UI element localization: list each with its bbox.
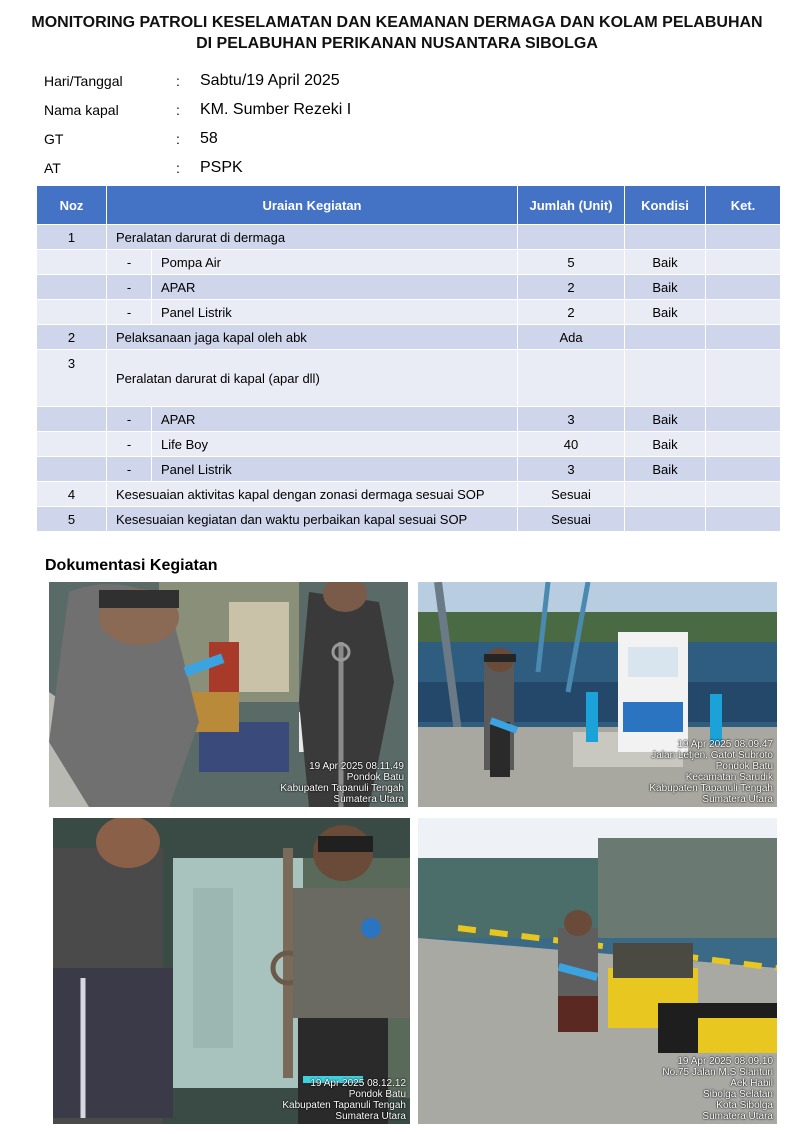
stamp-line: Sumatera Utara [333,794,404,805]
cell-description: Kesesuaian kegiatan dan waktu perbaikan kapal sesuai SOP [107,507,518,532]
stamp-line: Kecamatan Sarudik [685,772,773,783]
cell-dash: - [107,407,152,432]
stamp-line: Pondok Batu [715,761,773,772]
photo-timestamp [280,761,404,805]
cell-item: APAR [152,275,518,300]
table-row [37,407,781,432]
cell-no [37,275,107,300]
stamp-line: 19 Apr 2025 08.12.12 [310,1078,406,1089]
info-label: GT [44,130,64,147]
col-header-condition: Kondisi [625,186,706,225]
cell-quantity [518,350,625,407]
cell-description: Peralatan darurat di kapal (apar dll) [107,350,518,407]
info-row-date [44,66,351,95]
info-value: 58 [200,129,218,147]
cell-notes [706,250,781,275]
info-colon: : [176,159,180,176]
documentation-photo-engine-room [49,582,408,807]
info-row-ship-name [44,95,351,124]
photo-timestamp [649,739,773,805]
stamp-line: Kabupaten Tapanuli Tengah [649,783,773,794]
table-row [37,432,781,457]
cell-no [37,457,107,482]
cell-no [37,250,107,275]
cell-item: APAR [152,407,518,432]
info-label: Nama kapal [44,101,119,118]
cell-quantity: 3 [518,457,625,482]
cell-dash: - [107,432,152,457]
stamp-line: Aek Habil [730,1078,773,1089]
table-row [37,250,781,275]
cell-notes [706,300,781,325]
cell-description: Peralatan darurat di dermaga [107,225,518,250]
info-colon: : [176,101,180,118]
cell-quantity: Sesuai [518,482,625,507]
table-row [37,225,781,250]
col-header-no: Noz [37,186,107,225]
cell-condition: Baik [625,300,706,325]
cell-condition [625,225,706,250]
cell-quantity: 5 [518,250,625,275]
cell-quantity: 40 [518,432,625,457]
stamp-line: Kabupaten Tapanuli Tengah [280,783,404,794]
cell-condition: Baik [625,250,706,275]
info-row-at [44,153,351,182]
stamp-line: 19 Apr 2025 08.11.49 [309,761,404,772]
cell-dash: - [107,457,152,482]
cell-notes [706,225,781,250]
cell-no [37,432,107,457]
cell-condition [625,325,706,350]
stamp-line: Sumatera Utara [702,794,773,805]
cell-quantity: Ada [518,325,625,350]
stamp-line: Jalan Letjen. Gatot Subroto [651,750,773,761]
col-header-description: Uraian Kegiatan [107,186,518,225]
cell-notes [706,350,781,407]
cell-notes [706,457,781,482]
photo-timestamp [282,1078,406,1122]
table-row [37,275,781,300]
stamp-line: Kota Sibolga [716,1100,773,1111]
cell-notes [706,325,781,350]
documentation-photo-dockside-box [418,818,777,1124]
stamp-line: Pondok Batu [346,772,404,783]
cell-condition: Baik [625,407,706,432]
cell-no: 4 [37,482,107,507]
cell-no [37,300,107,325]
table-row [37,457,781,482]
cell-quantity: 3 [518,407,625,432]
cell-condition [625,350,706,407]
table-row [37,350,781,407]
cell-description: Kesesuaian aktivitas kapal dengan zonasi dermaga sesuai SOP [107,482,518,507]
info-label: Hari/Tanggal [44,72,123,89]
cell-no [37,407,107,432]
table-row [37,300,781,325]
cell-condition: Baik [625,432,706,457]
stamp-line: No.75 Jalan M.S Sianturi [662,1067,773,1078]
cell-item: Life Boy [152,432,518,457]
cell-quantity [518,225,625,250]
table-row [37,482,781,507]
cell-notes [706,482,781,507]
documentation-photo-pier-pump [418,582,777,807]
stamp-line: Sumatera Utara [702,1111,773,1122]
table-row [37,325,781,350]
stamp-line: Pondok Batu [348,1089,406,1100]
cell-item: Pompa Air [152,250,518,275]
info-value: KM. Sumber Rezeki I [200,100,352,118]
stamp-line: Sibolga Selatan [702,1089,773,1100]
documentation-photo-onboard-panel [53,818,410,1124]
table-header [37,186,781,225]
cell-no: 2 [37,325,107,350]
cell-quantity: 2 [518,275,625,300]
info-label: AT [44,159,61,176]
cell-no: 3 [37,350,107,407]
stamp-line: 19 Apr 2025 08.09.10 [677,1056,773,1067]
cell-dash: - [107,275,152,300]
col-header-notes: Ket. [706,186,781,225]
cell-dash: - [107,250,152,275]
info-colon: : [176,72,180,89]
cell-no: 5 [37,507,107,532]
cell-condition [625,507,706,532]
info-row-gt [44,124,351,153]
cell-item: Panel Listrik [152,457,518,482]
cell-quantity: Sesuai [518,507,625,532]
cell-notes [706,507,781,532]
cell-notes [706,432,781,457]
cell-quantity: 2 [518,300,625,325]
table-row [37,507,781,532]
info-value: Sabtu/19 April 2025 [200,71,340,89]
stamp-line: Sumatera Utara [335,1111,406,1122]
cell-condition [625,482,706,507]
info-value: PSPK [200,158,243,176]
title-line-2: DI PELABUHAN PERIKANAN NUSANTARA SIBOLGA [196,35,598,52]
stamp-line: Kabupaten Tapanuli Tengah [282,1100,406,1111]
cell-description: Pelaksanaan jaga kapal oleh abk [107,325,518,350]
cell-notes [706,407,781,432]
cell-condition: Baik [625,457,706,482]
stamp-line: 19 Apr 2025 08.09.47 [677,739,773,750]
photo-timestamp [662,1056,773,1122]
document-title [0,12,794,54]
vessel-info [44,66,351,182]
documentation-title: Dokumentasi Kegiatan [45,557,218,574]
cell-item: Panel Listrik [152,300,518,325]
cell-notes [706,275,781,300]
cell-condition: Baik [625,275,706,300]
col-header-quantity: Jumlah (Unit) [518,186,625,225]
title-line-1: MONITORING PATROLI KESELAMATAN DAN KEAMANAN DERMAGA DAN KOLAM PELABUHAN [31,14,763,31]
info-colon: : [176,130,180,147]
activity-table [36,185,781,532]
cell-dash: - [107,300,152,325]
cell-no: 1 [37,225,107,250]
